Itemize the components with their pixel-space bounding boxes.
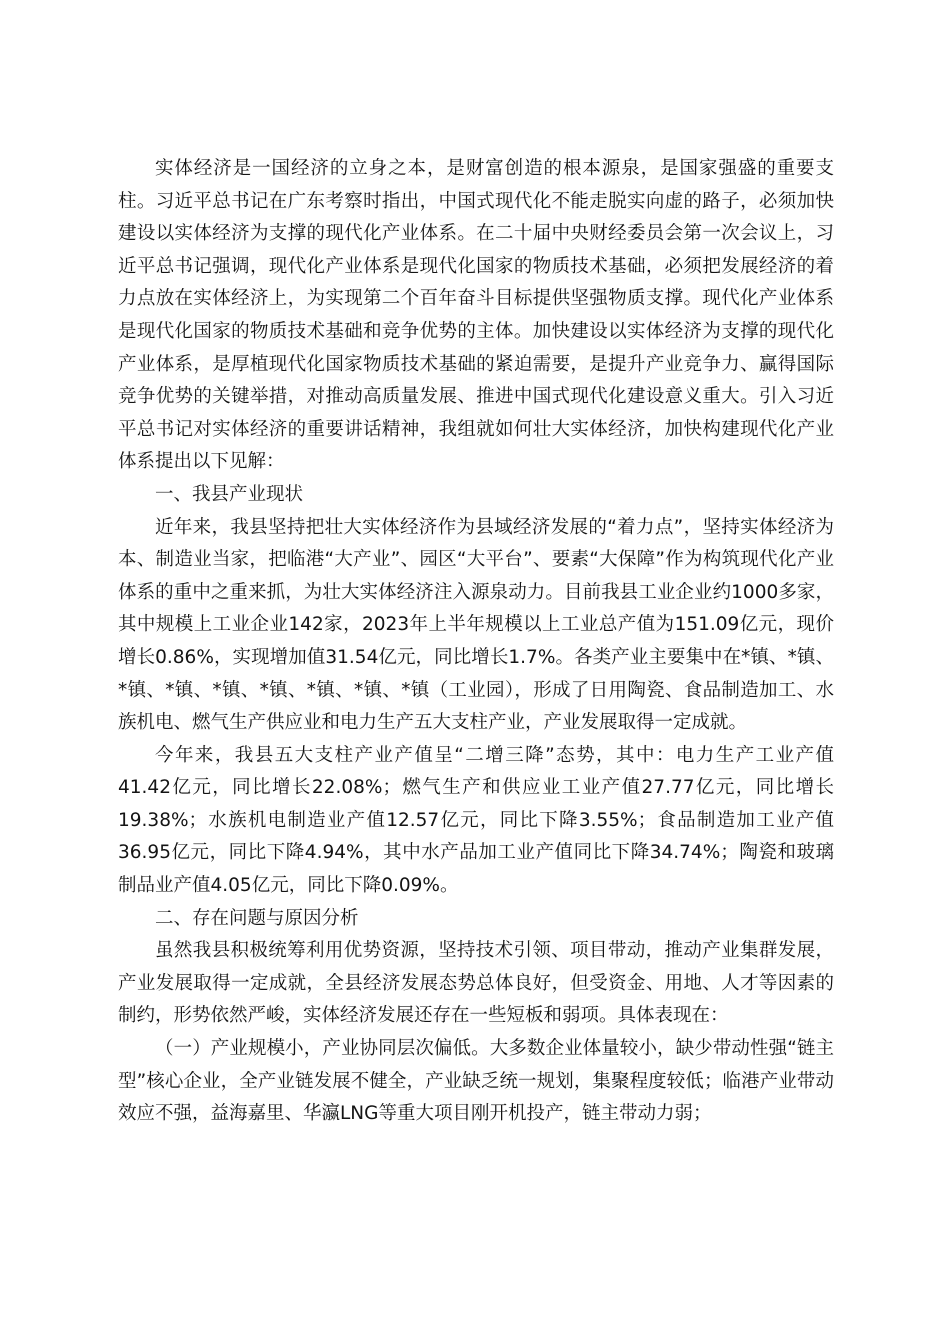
section-heading-industry-status: 一、我县产业现状 <box>155 483 304 505</box>
paragraph-problem-scale: （一）产业规模小，产业协同层次偏低。大多数企业体量较小，缺少带动性强“链主型”核心企业，全产业链发展不健全，产业缺乏统一规划，集聚程度较低；临港产业带动效应不强，益海嘉里、华瀛LNG等重大项目刚开机投产，链主带动力弱； <box>118 1038 834 1125</box>
section-heading-problems: 二、存在问题与原因分析 <box>155 907 359 929</box>
paragraph-problems-intro: 虽然我县积极统筹利用优势资源，坚持技术引领、项目带动，推动产业集群发展，产业发展取得一定成就，全县经济发展态势总体良好，但受资金、用地、人才等因素的制约，形势依然严峻，实体经济发展还存在一些短板和弱项。具体表现在： <box>118 940 834 1027</box>
paragraph-pillar-industries: 今年来，我县五大支柱产业产值呈“二增三降”态势，其中：电力生产工业产值41.42亿元，同比增长22.08%；燃气生产和供应业工业产值27.77亿元，同比增长19.38%；水族机电制造业产值12.57亿元，同比下降3.55%；食品制造加工业产值36.95亿元，同比下降4.94%，其中水产品加工业产值同比下降34.74%；陶瓷和玻璃制品业产值4.05亿元，同比下降0.09%。 <box>118 744 834 897</box>
document-body <box>118 153 834 1131</box>
paragraph-industry-status: 近年来，我县坚持把壮大实体经济作为县域经济发展的“着力点”，坚持实体经济为本、制造业当家，把临港“大产业”、园区“大平台”、要素“大保障”作为构筑现代化产业体系的重中之重来抓，为壮大实体经济注入源泉动力。目前我县工业企业约1000多家，其中规模上工业企业142家，2023年上半年规模以上工业总产值为151.09亿元，现价增长0.86%，实现增加值31.54亿元，同比增长1.7%。各类产业主要集中在*镇、*镇、*镇、*镇、*镇、*镇、*镇、*镇、*镇（工业园），形成了日用陶瓷、食品制造加工、水族机电、燃气生产供应业和电力生产五大支柱产业，产业发展取得一定成就。 <box>118 516 834 734</box>
paragraph-intro: 实体经济是一国经济的立身之本，是财富创造的根本源泉，是国家强盛的重要支柱。习近平总书记在广东考察时指出，中国式现代化不能走脱实向虚的路子，必须加快建设以实体经济为支撑的现代化产业体系。在二十届中央财经委员会第一次会议上，习近平总书记强调，现代化产业体系是现代化国家的物质技术基础，必须把发展经济的着力点放在实体经济上，为实现第二个百年奋斗目标提供坚强物质支撑。现代化产业体系是现代化国家的物质技术基础和竞争优势的主体。加快建设以实体经济为支撑的现代化产业体系，是厚植现代化国家物质技术基础的紧迫需要，是提升产业竞争力、赢得国际竞争优势的关键举措，对推动高质量发展、推进中国式现代化建设意义重大。引入习近平总书记对实体经济的重要讲话精神，我组就如何壮大实体经济，加快构建现代化产业体系提出以下见解： <box>118 158 834 473</box>
